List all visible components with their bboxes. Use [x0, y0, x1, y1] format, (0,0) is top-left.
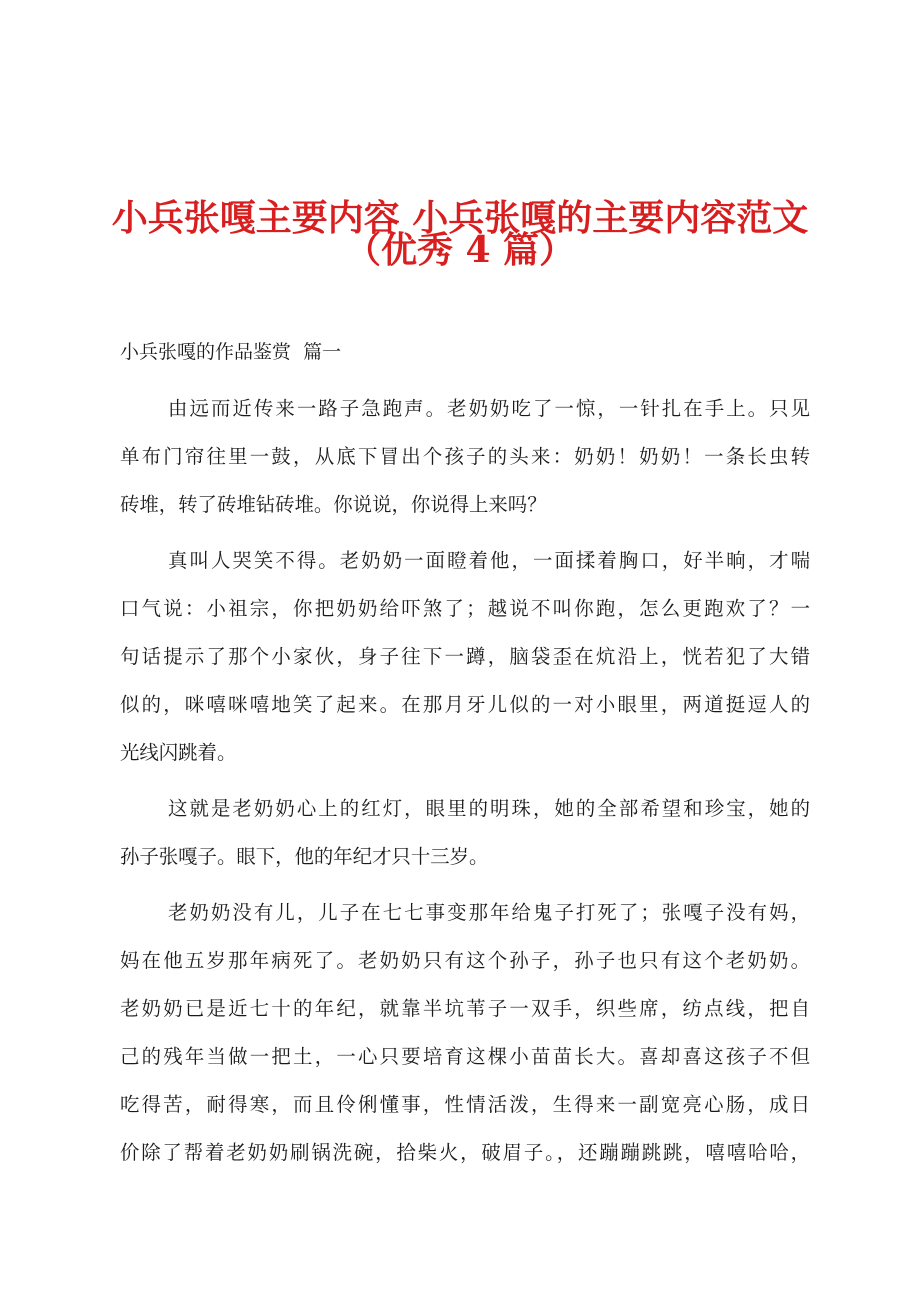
body-text: [120, 385, 810, 1185]
paragraph-line: 句话提示了那个小家伙，身子往下一蹲，脑袋歪在炕沿上，恍若犯了大错: [120, 645, 810, 668]
paragraph-line: 口气说：小祖宗，你把奶奶给吓煞了；越说不叫你跑，怎么更跑欢了？一: [120, 597, 810, 620]
document-title-line-1: 小兵张嘎主要内容 小兵张嘎的主要内容范文: [111, 197, 809, 239]
paragraph-line: 吃得苦，耐得寒，而且伶俐懂事，性情活泼，生得来一副宽亮心肠，成日: [120, 1093, 810, 1116]
paragraph-line: 由远而近传来一路子急跑声。老奶奶吃了一惊，一针扎在手上。只见: [168, 397, 810, 420]
paragraph-line: 价除了帮着老奶奶刷锅洗碗，拾柴火，破眉子。，还蹦蹦跳跳，嘻嘻哈哈，: [120, 1141, 810, 1164]
paragraph-line: 孙子张嘎子。眼下，他的年纪才只十三岁。: [120, 845, 489, 868]
section-heading: 小兵张嘎的作品鉴赏 篇一: [120, 341, 342, 363]
paragraph: [120, 385, 810, 529]
paragraph: [120, 785, 810, 881]
paragraph: [120, 889, 810, 1177]
paragraph-line: 似的，咪嘻咪嘻地笑了起来。在那月牙儿似的一对小眼里，两道挺逗人的: [120, 693, 810, 716]
paragraph-line: 己的残年当做一把土，一心只要培育这棵小苗苗长大。喜却喜这孩子不但: [120, 1045, 810, 1068]
paragraph-line: 砖堆，转了砖堆钻砖堆。你说说，你说得上来吗？: [120, 493, 547, 516]
paragraph-line: 单布门帘往里一鼓，从底下冒出个孩子的头来：奶奶！奶奶！一条长虫转: [120, 445, 810, 468]
paragraph-line: 老奶奶没有儿，儿子在七七事变那年给鬼子打死了；张嘎子没有妈，: [168, 901, 810, 924]
paragraph-line: 老奶奶已是近七十的年纪，就靠半坑苇子一双手，织些席，纺点线，把自: [120, 997, 810, 1020]
paragraph-line: 真叫人哭笑不得。老奶奶一面瞪着他，一面揉着胸口，好半晌，才喘: [168, 549, 810, 572]
paragraph-line: 光线闪跳着。: [120, 741, 237, 764]
paragraph-line: 妈在他五岁那年病死了。老奶奶只有这个孙子，孙子也只有这个老奶奶。: [120, 949, 810, 972]
document-title-line-2: （优秀 4 篇）: [344, 229, 576, 271]
paragraph-line: 这就是老奶奶心上的红灯，眼里的明珠，她的全部希望和珍宝，她的: [168, 797, 810, 820]
paragraph: [120, 537, 810, 777]
